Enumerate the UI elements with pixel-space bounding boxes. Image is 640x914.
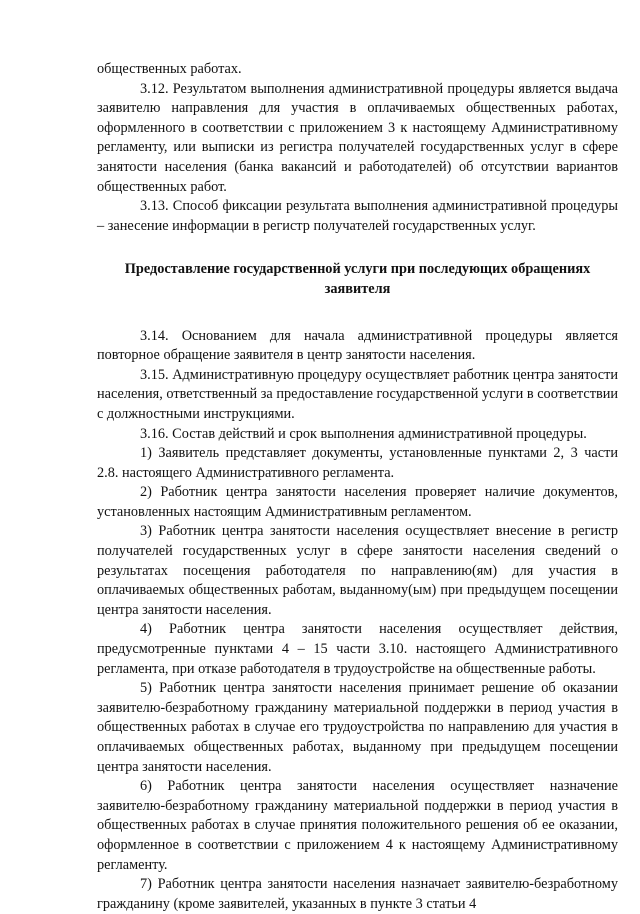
paragraph-3-15: 3.15. Административную процедуру осуществляет работник центра занятости населения, ответственный за предоставление государственной услуги в соответствии с должностными инструкциями.	[97, 366, 618, 422]
section-heading: Предоставление государственной услуги при последующих обращениях заявителя	[124, 261, 591, 297]
list-item-3: 3) Работник центра занятости населения осуществляет внесение в регистр получателей государственных услуг в сфере занятости населения сведений о результатах посещения работодателя по направлению(ям) для участия в оплачиваемых общественных работам, выданному(ым) при предыдущем посещении центра занятости населения.	[97, 523, 618, 618]
list-item-6: 6) Работник центра занятости населения осуществляет назначение заявителю-безработному гражданину материальной поддержки в период участия в общественных работах в случае принятия положительного решения об ее оказании, оформленное в соответствии с приложением 4 к настоящему Административному регламенту.	[97, 778, 618, 873]
list-item-2: 2) Работник центра занятости населения проверяет наличие документов, установленных настоящим Административным регламентом.	[97, 484, 618, 520]
list-item-4: 4) Работник центра занятости населения осуществляет действия, предусмотренные пунктами 4 – 15 части 3.10. настоящего Административного регламента, при отказе работодателя в трудоустройстве на общественные работы.	[97, 621, 618, 677]
list-item-7: 7) Работник центра занятости населения назначает заявителю-безработному гражданину (кроме заявителей, указанных в пункте 3 статьи 4	[97, 876, 618, 912]
paragraph-3-14: 3.14. Основанием для начала административной процедуры является повторное обращение заявителя в центр занятости населения.	[97, 327, 618, 364]
paragraph-3-16: 3.16. Состав действий и срок выполнения административной процедуры.	[140, 425, 587, 442]
list-item-5: 5) Работник центра занятости населения принимает решение об оказании заявителю-безработному гражданину материальной поддержки в период участия в общественных работах в случае его трудоустройства по направлению для участия в оплачиваемых общественных работах, выданному при предыдущем посещении центра занятости населения.	[97, 680, 618, 775]
continuation-text: общественных работах.	[97, 61, 242, 77]
paragraph-3-13: 3.13. Способ фиксации результата выполнения административной процедуры – занесение информации в регистр получателей государственных услуг.	[97, 198, 618, 234]
paragraph-3-12: 3.12. Результатом выполнения административной процедуры является выдача заявителю направления для участия в оплачиваемых общественных работах, оформленного в соответствии с приложением 3 к настоящему Административному регламенту, или выписки из регистра получателей государственных услуг в сфере занятости населения (банка вакансий и работодателей) об отсутствии вариантов общественных работ.	[97, 80, 618, 195]
list-item-1: 1) Заявитель представляет документы, установленные пунктами 2, 3 части 2.8. настоящего Административного регламента.	[97, 445, 618, 481]
